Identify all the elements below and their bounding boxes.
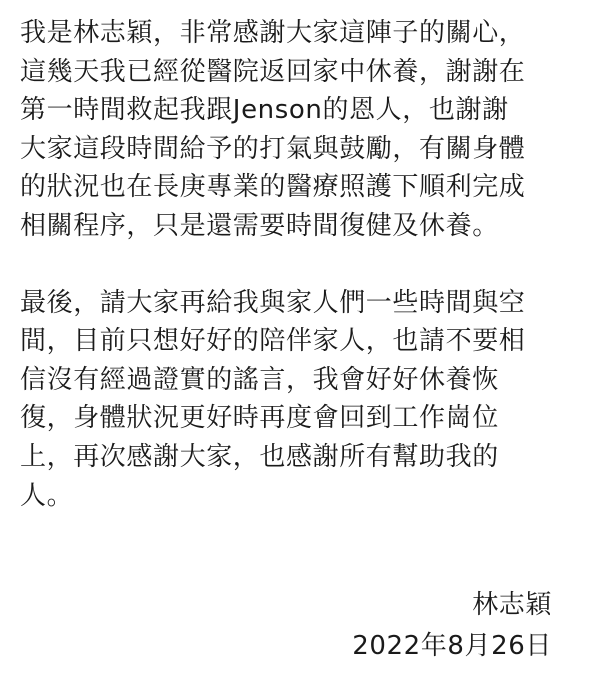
signature-name: 林志穎	[472, 590, 552, 620]
text-line: 上，再次感謝大家，也感謝所有幫助我的	[20, 441, 499, 472]
signature-block	[352, 585, 552, 667]
text-line: 復，身體狀況更好時再度會回到工作崗位	[20, 403, 499, 434]
text-line: 信沒有經過證實的謠言，我會好好休養恢	[20, 364, 499, 395]
text-line: 間，目前只想好好的陪伴家人，也請不要相	[20, 326, 526, 357]
paragraph-2	[20, 284, 585, 516]
letter-body	[20, 14, 585, 515]
text-line: 最後，請大家再給我與家人們一些時間與空	[20, 287, 526, 318]
text-line: 第一時間救起我跟Jenson的恩人，也謝謝	[20, 95, 509, 126]
text-line: 這幾天我已經從醫院返回家中休養，謝謝在	[20, 56, 526, 87]
text-line: 人。	[20, 480, 74, 511]
text-line: 大家這段時間給予的打氣與鼓勵，有關身體	[20, 133, 526, 164]
text-line: 相關程序，只是還需要時間復健及休養。	[20, 210, 499, 241]
paragraph-1	[20, 14, 585, 246]
text-line: 我是林志穎，非常感謝大家這陣子的關心，	[20, 18, 526, 48]
text-line: 的狀況也在長庚專業的醫療照護下順利完成	[20, 172, 526, 203]
signature-date: 2022年8月26日	[352, 631, 552, 661]
